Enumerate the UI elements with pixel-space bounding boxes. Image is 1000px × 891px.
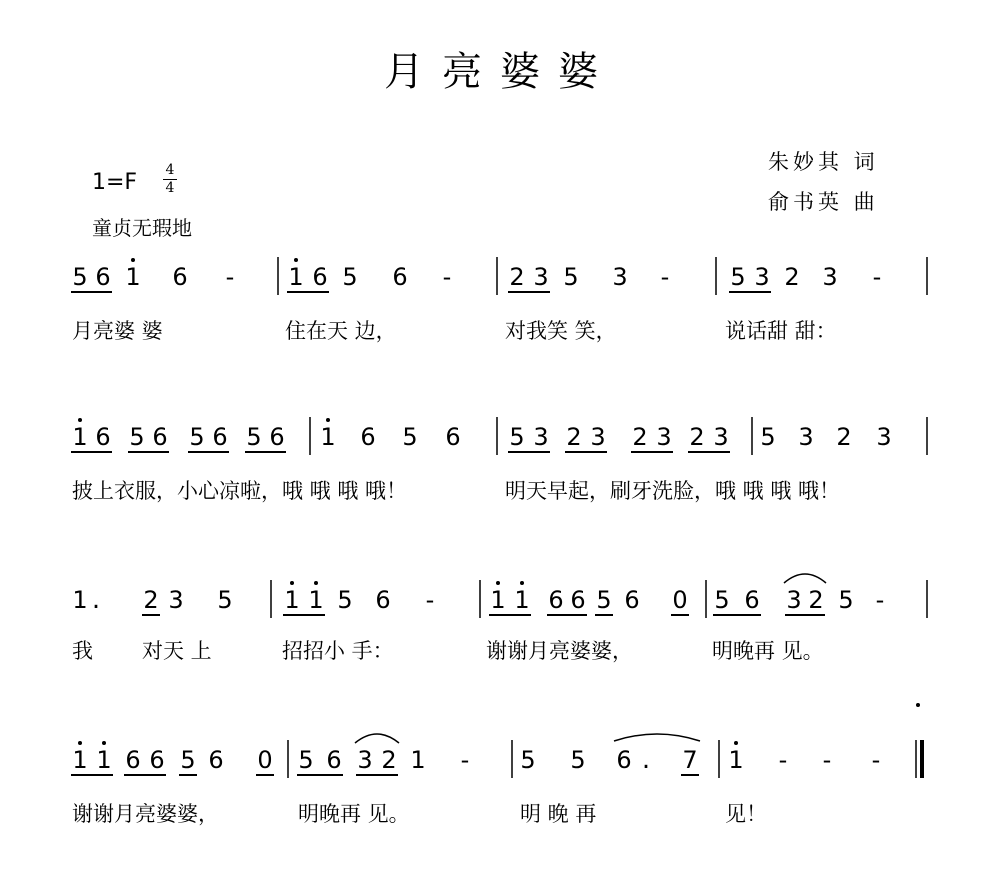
dash-mark: - bbox=[875, 586, 885, 614]
note: 3 bbox=[713, 423, 729, 451]
octave-high-dot bbox=[734, 741, 738, 745]
note: 3 bbox=[754, 263, 770, 291]
meter-top: 4 bbox=[165, 162, 175, 178]
note: 2 bbox=[784, 263, 800, 291]
note: 3 bbox=[822, 263, 838, 291]
note: 6 bbox=[152, 423, 168, 451]
dash-mark: - bbox=[442, 263, 452, 291]
note: 3 bbox=[656, 423, 672, 451]
lyric-segment: 谢谢月亮婆婆， bbox=[486, 639, 633, 663]
note: 5 bbox=[189, 423, 205, 451]
note: 5 bbox=[298, 746, 314, 774]
note: 5 bbox=[570, 746, 586, 774]
dash-mark: - bbox=[460, 746, 470, 774]
note: 2 bbox=[381, 746, 397, 774]
note: 5 bbox=[129, 423, 145, 451]
note: 5 bbox=[337, 586, 353, 614]
note: 3 bbox=[612, 263, 628, 291]
note: 2 bbox=[143, 586, 159, 614]
dash-mark: - bbox=[822, 746, 832, 774]
note: 6 bbox=[326, 746, 342, 774]
lyric-segment: 明晚再 见。 bbox=[712, 639, 824, 663]
note: 6 bbox=[125, 746, 141, 774]
note: 5 bbox=[563, 263, 579, 291]
dash-mark: - bbox=[225, 263, 235, 291]
key-signature: 1=F bbox=[92, 170, 138, 195]
note: 1 bbox=[308, 586, 324, 614]
margin-dot bbox=[916, 703, 920, 707]
note: 3 bbox=[786, 586, 802, 614]
note: 5 bbox=[596, 586, 612, 614]
note: 6 bbox=[744, 586, 760, 614]
note: 1 bbox=[96, 746, 112, 774]
octave-high-dot bbox=[78, 418, 82, 422]
note: 6 bbox=[95, 263, 111, 291]
note: 6 bbox=[375, 586, 391, 614]
note: 3 bbox=[798, 423, 814, 451]
note: 1 bbox=[490, 586, 506, 614]
note: 1 bbox=[72, 746, 88, 774]
note: 5 bbox=[217, 586, 233, 614]
lyric-segment: 明 晚 再 bbox=[520, 802, 597, 826]
note: 6 bbox=[392, 263, 408, 291]
dash-mark: - bbox=[871, 746, 881, 774]
dash-mark: - bbox=[872, 263, 882, 291]
note: 5 bbox=[520, 746, 536, 774]
note: 2 bbox=[632, 423, 648, 451]
note: 1 bbox=[728, 746, 744, 774]
note: 5 bbox=[714, 586, 730, 614]
note: 2 bbox=[836, 423, 852, 451]
note: 1 bbox=[514, 586, 530, 614]
tie-arc bbox=[614, 734, 700, 741]
octave-high-dot bbox=[294, 258, 298, 262]
note: 5 bbox=[402, 423, 418, 451]
lyric-segment: 说话甜 甜： bbox=[725, 319, 837, 343]
note: 3 bbox=[876, 423, 892, 451]
lyric-segment: 我 bbox=[72, 639, 93, 663]
octave-high-dot bbox=[314, 581, 318, 585]
note: 1 bbox=[72, 586, 88, 614]
note: 1 bbox=[284, 586, 300, 614]
lyric-segment: 对天 上 bbox=[142, 639, 212, 663]
note: 6 bbox=[624, 586, 640, 614]
lyric-segment: 住在天 边， bbox=[285, 319, 397, 343]
note: 1 bbox=[410, 746, 426, 774]
lyricist-credit: 朱妙其 词 bbox=[768, 150, 879, 174]
note: 2 bbox=[808, 586, 824, 614]
octave-high-dot bbox=[102, 741, 106, 745]
slur-arc bbox=[784, 574, 826, 583]
note: 5 bbox=[760, 423, 776, 451]
octave-high-dot bbox=[290, 581, 294, 585]
note: 7 bbox=[682, 746, 698, 774]
note: 5 bbox=[730, 263, 746, 291]
note: 6 bbox=[172, 263, 188, 291]
note: 3 bbox=[590, 423, 606, 451]
note: 5 bbox=[246, 423, 262, 451]
note: 6 bbox=[445, 423, 461, 451]
composer-credit: 俞书英 曲 bbox=[768, 190, 879, 214]
rest: 0 bbox=[257, 746, 273, 774]
note: 6 bbox=[208, 746, 224, 774]
lyric-segment: 谢谢月亮婆婆， bbox=[72, 802, 219, 826]
octave-high-dot bbox=[496, 581, 500, 585]
note: 1 bbox=[320, 423, 336, 451]
note: 6 bbox=[269, 423, 285, 451]
rest: 0 bbox=[672, 586, 688, 614]
dash-mark: - bbox=[425, 586, 435, 614]
note: 6 bbox=[149, 746, 165, 774]
note: 2 bbox=[509, 263, 525, 291]
octave-high-dot bbox=[78, 741, 82, 745]
note: 2 bbox=[689, 423, 705, 451]
lyric-segment: 披上衣服，小心凉啦，哦 哦 哦 哦！ bbox=[72, 479, 408, 503]
note: 1 bbox=[125, 263, 141, 291]
note: 6 bbox=[212, 423, 228, 451]
lyric-segment: 明晚再 见。 bbox=[298, 802, 410, 826]
note: 6 bbox=[548, 586, 564, 614]
note: 6 bbox=[360, 423, 376, 451]
note: 3 bbox=[533, 423, 549, 451]
note: 5 bbox=[342, 263, 358, 291]
note: 5 bbox=[838, 586, 854, 614]
note: 6 bbox=[312, 263, 328, 291]
lyric-segment: 月亮婆 婆 bbox=[72, 319, 163, 343]
note: 5 bbox=[72, 263, 88, 291]
meter-bottom: 4 bbox=[165, 180, 175, 196]
note: 2 bbox=[566, 423, 582, 451]
lyric-segment: 见！ bbox=[725, 802, 767, 826]
song-title: 月亮婆婆 bbox=[384, 49, 616, 95]
slur-arc bbox=[355, 734, 399, 743]
note: 5 bbox=[509, 423, 525, 451]
duration-dot: . bbox=[641, 745, 651, 775]
dash-mark: - bbox=[660, 263, 670, 291]
note: 3 bbox=[168, 586, 184, 614]
note: 3 bbox=[533, 263, 549, 291]
dash-mark: - bbox=[778, 746, 788, 774]
lyric-segment: 明天早起，刷牙洗脸，哦 哦 哦 哦！ bbox=[505, 479, 841, 503]
note: 6 bbox=[95, 423, 111, 451]
note: 6 bbox=[570, 586, 586, 614]
octave-high-dot bbox=[131, 258, 135, 262]
note: 1 bbox=[72, 423, 88, 451]
octave-high-dot bbox=[326, 418, 330, 422]
note: 3 bbox=[357, 746, 373, 774]
note: 6 bbox=[616, 746, 632, 774]
duration-dot: . bbox=[91, 585, 101, 615]
lyric-segment: 招招小 手： bbox=[282, 639, 394, 663]
octave-high-dot bbox=[520, 581, 524, 585]
lyric-segment: 对我笑 笑， bbox=[505, 319, 617, 343]
tempo-marking: 童贞无瑕地 bbox=[92, 216, 192, 240]
note: 5 bbox=[180, 746, 196, 774]
note: 1 bbox=[288, 263, 304, 291]
